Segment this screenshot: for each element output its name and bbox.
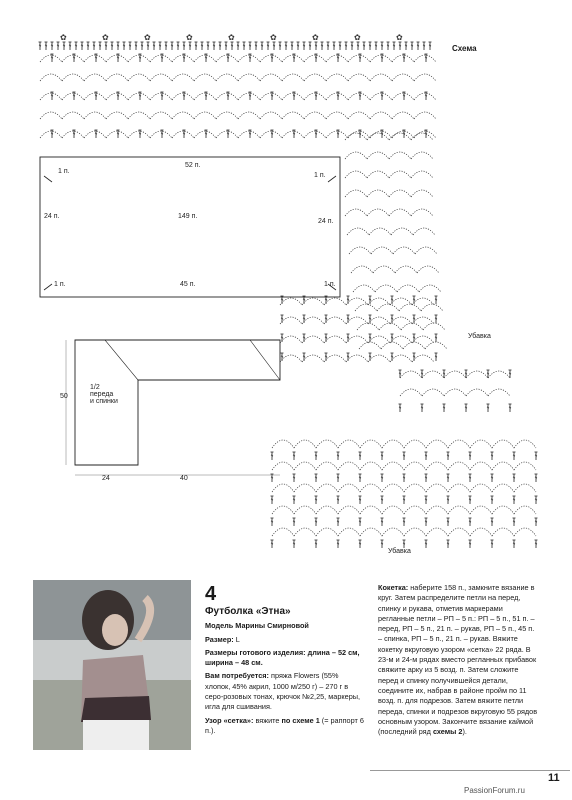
svg-text:✿: ✿ xyxy=(396,33,403,42)
corner-label-2: 1 п. xyxy=(314,172,326,179)
corner-label-4: 1 п. xyxy=(324,281,336,288)
corner-label-3: 1 п. xyxy=(54,281,66,288)
svg-text:✿: ✿ xyxy=(312,33,319,42)
article-column-left xyxy=(205,583,365,739)
svg-text:✿: ✿ xyxy=(102,33,109,42)
rect-label-center: 149 п. xyxy=(178,213,198,220)
pattern-part-2: переда xyxy=(90,391,114,398)
article-yoke: Кокетка: наберите 158 п., замкните вязание в круг. Затем распределите петли на перед, спинку и рукава, отметив маркерами регланные петли – РП – 5 п.: РП – 5 п., 51 п. – перед, РП – 5 п., 21 п. – рукав, РП – 5 п., 45 п. – спинка, РП – 5 п., 21 п. – рукав. Вяжите кокетку вкруговую узором «сетка» 22 ряда. В 23-м и 24-м рядах вместо регланных прибавок свяжите арку из 5 возд. п. Затем сложите перед и спинку получившейся детали, соедините их, набрав в районе пройм по 11 возд. п. для подрезов. Затем вяжите петли переда, спинки и подрезов вкруговую 55 рядов основным узором. Закончите вязание каймой (последний ряд схемы 2). xyxy=(378,583,538,737)
pattern-width-1: 24 xyxy=(102,475,110,482)
pattern-width-2: 40 xyxy=(180,475,188,482)
page-number: 11 xyxy=(548,772,560,784)
article-size: Размер: L xyxy=(205,634,240,644)
svg-text:✿: ✿ xyxy=(270,33,277,42)
svg-text:✿: ✿ xyxy=(354,33,361,42)
pattern-part-1: 1/2 xyxy=(90,384,100,391)
svg-text:✿: ✿ xyxy=(186,33,193,42)
article-model: Модель Марины Смирновой xyxy=(205,621,309,631)
pattern-part-3: и спинки xyxy=(90,398,118,405)
decrease-label-2: Убавка xyxy=(388,548,411,555)
rect-label-bottom: 45 п. xyxy=(180,281,196,288)
article-title: Футболка «Этна» xyxy=(205,606,291,617)
footer-rule xyxy=(370,770,570,771)
decrease-label-1: Убавка xyxy=(468,333,491,340)
svg-text:✿: ✿ xyxy=(60,33,67,42)
article-dims: Размеры готового изделия: длина – 52 см, ширина – 48 см. xyxy=(205,647,360,668)
svg-text:✿: ✿ xyxy=(228,33,235,42)
scheme-title: Схема xyxy=(452,44,477,53)
article-column-right xyxy=(378,583,538,740)
rect-label-left: 24 п. xyxy=(44,213,60,220)
rect-label-top: 52 п. xyxy=(185,162,201,169)
site-watermark: PassionForum.ru xyxy=(464,786,525,795)
corner-label-1: 1 п. xyxy=(58,168,70,175)
article-number: 4 xyxy=(205,583,217,605)
svg-text:✿: ✿ xyxy=(144,33,151,42)
pattern-height: 50 xyxy=(60,393,68,400)
rect-label-right: 24 п. xyxy=(318,218,334,225)
article-needs: Вам потребуется: пряжа Flowers (55% хлопок, 45% акрил, 1000 м/250 г) – 270 г в серо-розовых тонах, крючок №2,25, маркеры, игла для сшивания. xyxy=(205,671,361,712)
article-mesh: Узор «сетка»: вяжите по схеме 1 (= раппорт 6 п.). xyxy=(205,715,364,735)
model-photo xyxy=(33,580,191,750)
